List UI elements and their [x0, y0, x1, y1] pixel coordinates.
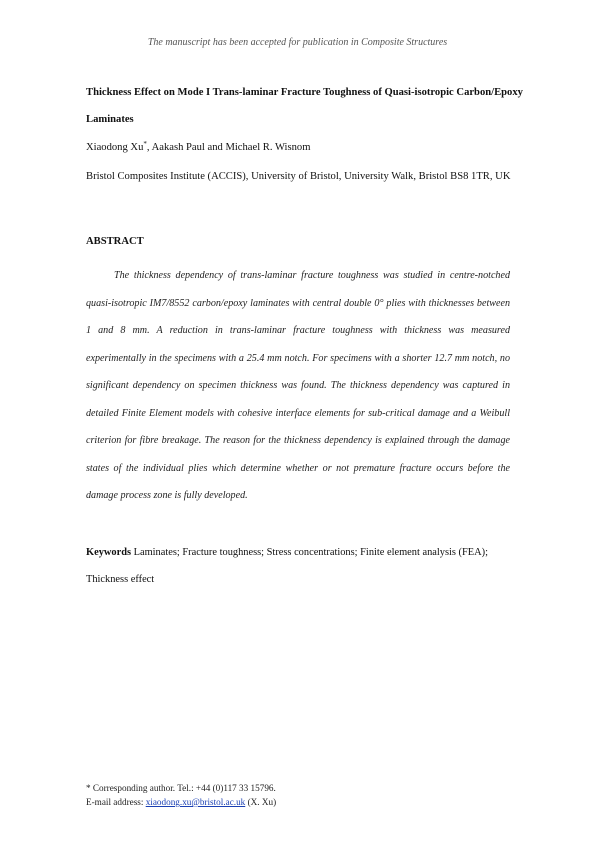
keywords-label: Keywords	[86, 547, 132, 558]
other-authors: , Aakash Paul and Michael R. Wisnom	[146, 142, 311, 153]
email-label: E-mail address:	[86, 797, 146, 807]
publication-note: The manuscript has been accepted for publication in Composite Structures	[147, 37, 448, 48]
corresponding-mark: *	[143, 140, 147, 148]
paper-title: Thickness Effect on Mode I Trans-laminar Fracture Toughness of Quasi-isotropic Carbon/Epoxy Laminates	[86, 87, 523, 125]
email-line	[86, 795, 276, 809]
email-link[interactable]: xiaodong.xu@bristol.ac.uk	[145, 797, 246, 807]
abstract-text: The thickness dependency of trans-laminar fracture toughness was studied in centre-notched quasi-isotropic IM7/8552 carbon/epoxy laminates with central double 0° plies with thicknesses between 1 and 8 mm. A reduction in trans-laminar fracture toughness with thickness was measured experimentally in the specimens with a 25.4 mm notch. For specimens with a shorter 12.7 mm notch, no significant dependency on specimen thickness was found. The thickness dependency was captured in detailed Finite Element models with cohesive interface elements for sub-critical damage and a Weibull criterion for fibre breakage. The reason for the thickness dependency is explained through the damage states of the individual plies which determine whether or not premature fracture occurs before the damage process zone is fully developed.	[86, 270, 510, 501]
corresponding-author-note: * Corresponding author. Tel.: +44 (0)117 33 15796.	[86, 783, 276, 793]
keywords-text: Laminates; Fracture toughness; Stress concentrations; Finite element analysis (FEA); Thickness effect	[86, 547, 488, 585]
author-list	[86, 140, 310, 153]
affiliation: Bristol Composites Institute (ACCIS), University of Bristol, University Walk, Bristol BS8 1TR, UK	[86, 171, 511, 182]
abstract-heading: ABSTRACT	[86, 236, 144, 247]
footnote	[86, 781, 276, 809]
email-suffix: (X. Xu)	[245, 797, 277, 807]
keywords	[86, 539, 510, 593]
first-author: Xiaodong Xu	[86, 142, 144, 153]
